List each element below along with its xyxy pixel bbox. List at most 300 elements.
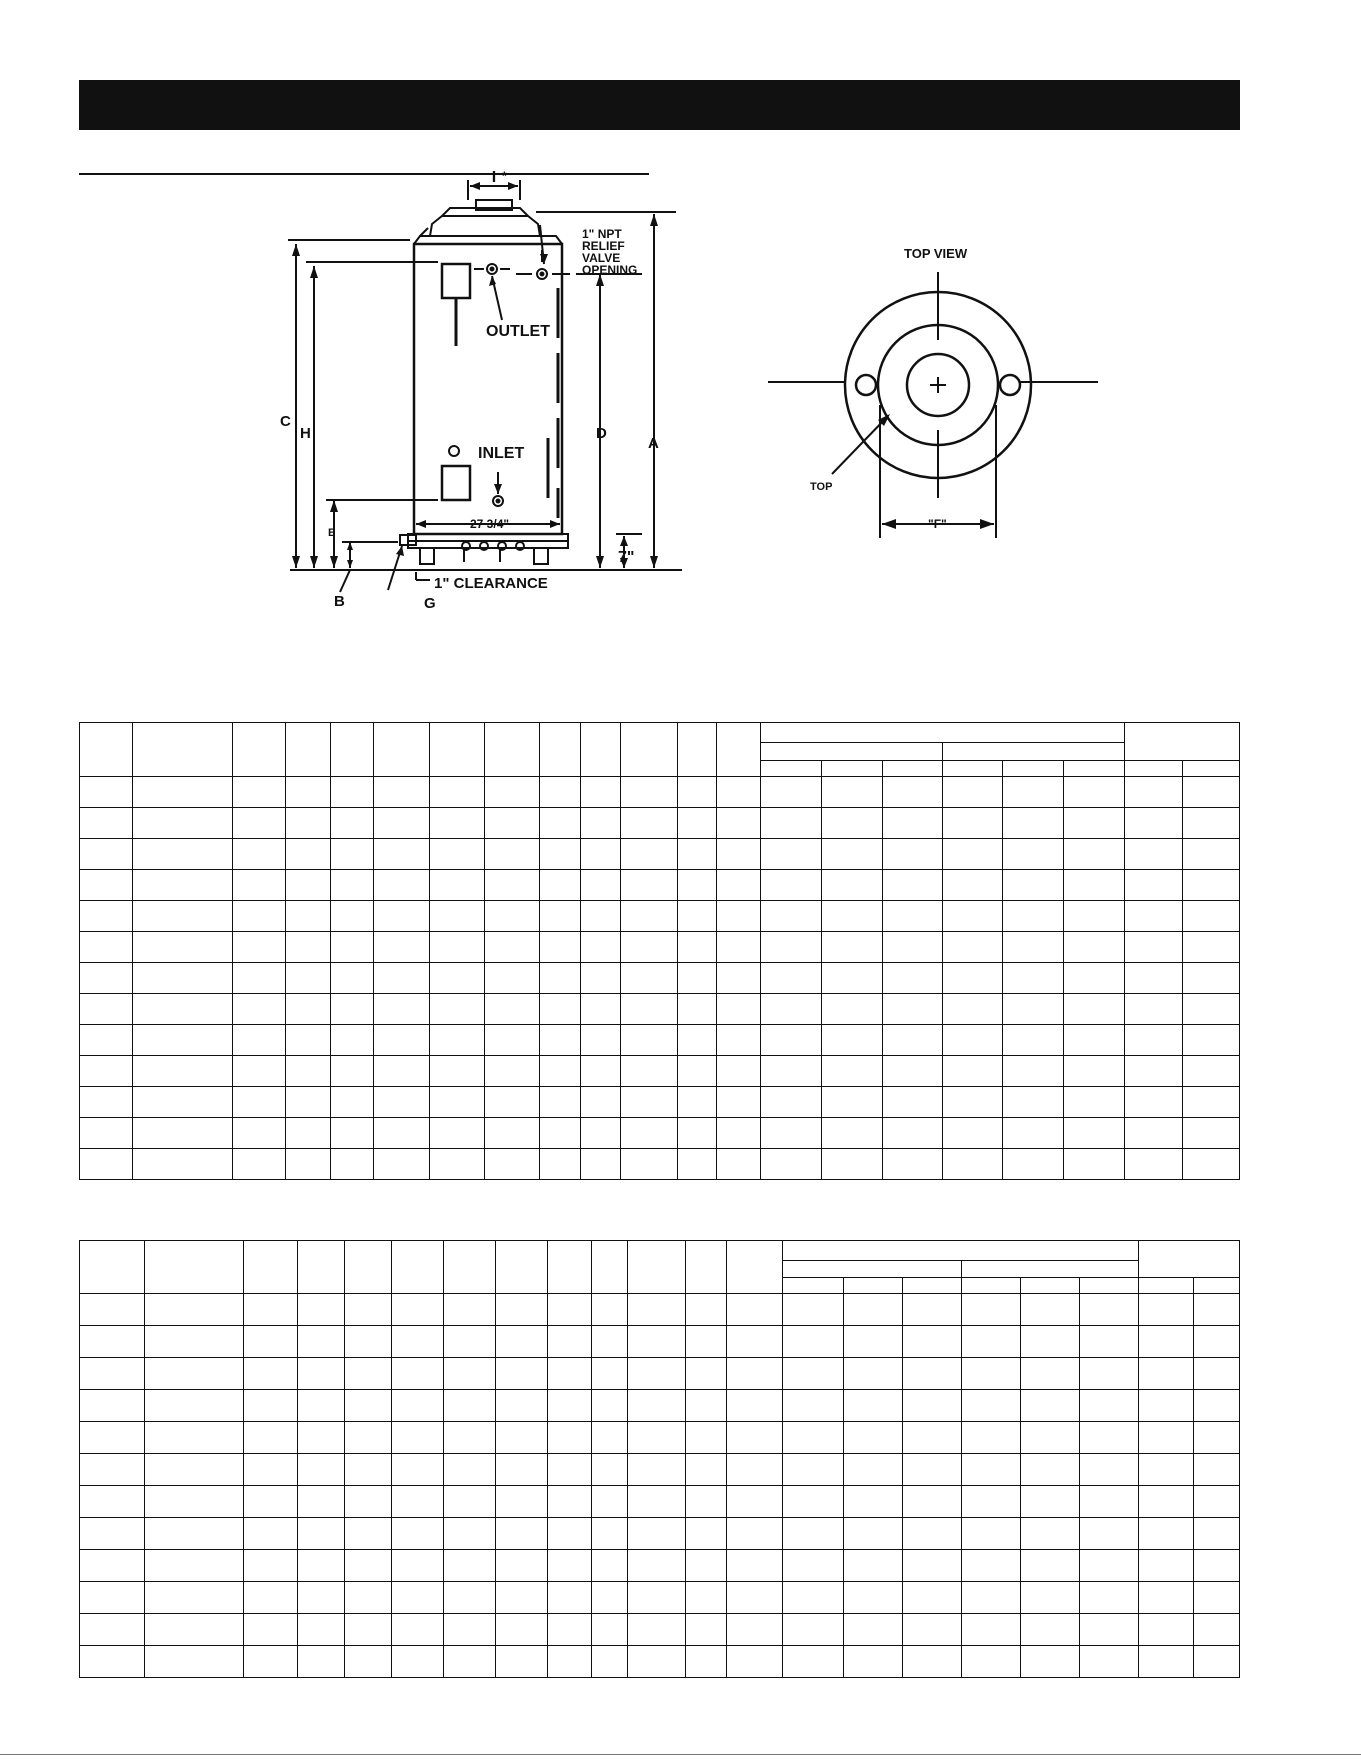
table-cell bbox=[621, 808, 678, 839]
table-cell bbox=[80, 808, 133, 839]
table-body bbox=[80, 1294, 1240, 1678]
table-cell bbox=[621, 1025, 678, 1056]
table-cell bbox=[298, 1582, 345, 1614]
table-cell bbox=[843, 1358, 902, 1390]
table-cell bbox=[286, 1087, 331, 1118]
table-header-row bbox=[80, 1241, 1240, 1261]
table-cell bbox=[678, 870, 717, 901]
relief-valve-label-3: VALVE bbox=[582, 251, 621, 265]
table-cell bbox=[621, 1118, 678, 1149]
table-cell bbox=[392, 1326, 444, 1358]
table-cell bbox=[628, 1550, 686, 1582]
table-cell bbox=[883, 963, 943, 994]
table-cell bbox=[286, 1025, 331, 1056]
table-cell bbox=[233, 932, 286, 963]
table-row bbox=[80, 1422, 1240, 1454]
table-cell bbox=[1079, 1294, 1138, 1326]
table-cell bbox=[717, 1149, 761, 1180]
table-cell bbox=[444, 1390, 496, 1422]
table-cell bbox=[133, 994, 233, 1025]
table-cell bbox=[392, 1486, 444, 1518]
table-cell bbox=[628, 1422, 686, 1454]
table-cell bbox=[540, 1118, 581, 1149]
table-cell bbox=[961, 1326, 1020, 1358]
table-cell bbox=[902, 1550, 961, 1582]
table-cell bbox=[592, 1294, 628, 1326]
table-cell bbox=[1020, 1294, 1079, 1326]
table-cell bbox=[883, 777, 943, 808]
table-cell bbox=[761, 1056, 822, 1087]
table-cell bbox=[727, 1614, 783, 1646]
table-cell bbox=[1079, 1550, 1138, 1582]
table-cell bbox=[1125, 1056, 1183, 1087]
table-cell bbox=[233, 777, 286, 808]
table-cell bbox=[133, 777, 233, 808]
top-view-diagram bbox=[760, 230, 1120, 550]
table-cell bbox=[80, 1294, 145, 1326]
table-cell bbox=[345, 1550, 392, 1582]
table-cell bbox=[902, 1646, 961, 1678]
table-cell bbox=[1064, 839, 1125, 870]
table-cell bbox=[233, 839, 286, 870]
table-cell bbox=[961, 1646, 1020, 1678]
table-cell bbox=[717, 1025, 761, 1056]
table-cell bbox=[496, 1390, 548, 1422]
table-cell bbox=[540, 1056, 581, 1087]
table-cell bbox=[678, 963, 717, 994]
table-cell bbox=[678, 932, 717, 963]
table-cell bbox=[331, 808, 374, 839]
table-cell bbox=[822, 839, 883, 870]
table-cell bbox=[80, 1025, 133, 1056]
table-cell bbox=[80, 1087, 133, 1118]
table-cell bbox=[80, 1118, 133, 1149]
table-cell bbox=[843, 1550, 902, 1582]
table-cell bbox=[628, 1326, 686, 1358]
table-cell bbox=[1020, 1454, 1079, 1486]
table-cell bbox=[133, 1087, 233, 1118]
table-cell bbox=[345, 1646, 392, 1678]
table-cell bbox=[233, 1025, 286, 1056]
table-cell bbox=[592, 1646, 628, 1678]
table-cell bbox=[298, 1326, 345, 1358]
table-row bbox=[80, 777, 1240, 808]
table-cell bbox=[686, 1454, 727, 1486]
table-cell bbox=[548, 1454, 592, 1486]
table-cell bbox=[1183, 963, 1240, 994]
table-cell bbox=[783, 1646, 843, 1678]
table-cell bbox=[822, 1149, 883, 1180]
table-cell bbox=[392, 1582, 444, 1614]
table-cell bbox=[80, 1422, 145, 1454]
table-cell bbox=[581, 870, 621, 901]
table-cell bbox=[961, 1454, 1020, 1486]
table-cell bbox=[548, 1486, 592, 1518]
table-cell bbox=[233, 808, 286, 839]
dim-h-label: H bbox=[300, 425, 311, 442]
table-cell bbox=[592, 1390, 628, 1422]
table-cell bbox=[374, 870, 430, 901]
table-cell bbox=[592, 1614, 628, 1646]
table-cell bbox=[80, 1486, 145, 1518]
table-cell bbox=[1003, 963, 1064, 994]
table-cell bbox=[540, 1025, 581, 1056]
table-cell bbox=[1020, 1326, 1079, 1358]
table-cell bbox=[686, 1646, 727, 1678]
table-cell bbox=[761, 994, 822, 1025]
dim-d-label: D bbox=[596, 425, 607, 442]
table-cell bbox=[1079, 1646, 1138, 1678]
water-heater-dimension-diagram bbox=[270, 169, 690, 618]
table-row bbox=[80, 1454, 1240, 1486]
table-cell bbox=[883, 994, 943, 1025]
table-cell bbox=[943, 870, 1003, 901]
table-cell bbox=[430, 1118, 485, 1149]
table-cell bbox=[592, 1550, 628, 1582]
table-cell bbox=[548, 1358, 592, 1390]
table-cell bbox=[1079, 1486, 1138, 1518]
table-cell bbox=[686, 1326, 727, 1358]
table-cell bbox=[1003, 1056, 1064, 1087]
dim-f-label: "F" bbox=[928, 517, 947, 531]
table-cell bbox=[80, 1646, 145, 1678]
table-cell bbox=[1064, 870, 1125, 901]
table-cell bbox=[628, 1390, 686, 1422]
table-cell bbox=[1183, 1149, 1240, 1180]
table-cell bbox=[374, 994, 430, 1025]
table-cell bbox=[902, 1486, 961, 1518]
table-cell bbox=[1193, 1646, 1239, 1678]
table-cell bbox=[717, 932, 761, 963]
table-cell bbox=[133, 901, 233, 932]
table-cell bbox=[883, 870, 943, 901]
table-cell bbox=[628, 1518, 686, 1550]
table-cell bbox=[80, 963, 133, 994]
table-row bbox=[80, 1056, 1240, 1087]
table-cell bbox=[485, 870, 540, 901]
table-cell bbox=[822, 963, 883, 994]
table-cell bbox=[430, 870, 485, 901]
table-cell bbox=[1064, 1118, 1125, 1149]
table-cell bbox=[727, 1422, 783, 1454]
table-cell bbox=[1183, 777, 1240, 808]
table-cell bbox=[1125, 1025, 1183, 1056]
table-cell bbox=[1183, 1056, 1240, 1087]
table-cell bbox=[678, 1087, 717, 1118]
table-cell bbox=[621, 901, 678, 932]
table-cell bbox=[1138, 1518, 1193, 1550]
table-cell bbox=[592, 1422, 628, 1454]
table-cell bbox=[581, 1149, 621, 1180]
table-cell bbox=[883, 932, 943, 963]
table-cell bbox=[581, 777, 621, 808]
table-cell bbox=[727, 1390, 783, 1422]
table-cell bbox=[822, 901, 883, 932]
table-cell bbox=[286, 839, 331, 870]
table-cell bbox=[496, 1614, 548, 1646]
table-row bbox=[80, 1118, 1240, 1149]
table-cell bbox=[1125, 932, 1183, 963]
table-cell bbox=[345, 1518, 392, 1550]
table-cell bbox=[1064, 994, 1125, 1025]
table-cell bbox=[717, 1056, 761, 1087]
table-cell bbox=[883, 839, 943, 870]
table-cell bbox=[1125, 839, 1183, 870]
table-cell bbox=[581, 1025, 621, 1056]
table-cell bbox=[581, 901, 621, 932]
relief-valve-label-1: 1" NPT bbox=[582, 227, 622, 241]
table-cell bbox=[374, 932, 430, 963]
top-label: TOP bbox=[810, 481, 833, 493]
table-cell bbox=[961, 1486, 1020, 1518]
table-cell bbox=[1003, 839, 1064, 870]
table-cell bbox=[1183, 1087, 1240, 1118]
table-cell bbox=[298, 1550, 345, 1582]
table-cell bbox=[430, 1025, 485, 1056]
table-cell bbox=[783, 1582, 843, 1614]
table-row bbox=[80, 1358, 1240, 1390]
table-cell bbox=[1020, 1550, 1079, 1582]
table-cell bbox=[244, 1422, 298, 1454]
table-cell bbox=[392, 1390, 444, 1422]
table-cell bbox=[961, 1614, 1020, 1646]
table-cell bbox=[298, 1358, 345, 1390]
table-cell bbox=[717, 963, 761, 994]
dim-c-label: C bbox=[280, 413, 291, 430]
table-cell bbox=[1138, 1646, 1193, 1678]
table-cell bbox=[628, 1582, 686, 1614]
table-cell bbox=[592, 1358, 628, 1390]
table-cell bbox=[145, 1486, 244, 1518]
table-cell bbox=[244, 1550, 298, 1582]
table-cell bbox=[783, 1326, 843, 1358]
table-cell bbox=[1183, 839, 1240, 870]
table-cell bbox=[1064, 1056, 1125, 1087]
table-cell bbox=[1003, 808, 1064, 839]
table-cell bbox=[80, 1149, 133, 1180]
table-cell bbox=[145, 1454, 244, 1486]
table-cell bbox=[727, 1582, 783, 1614]
table-cell bbox=[374, 1149, 430, 1180]
table-cell bbox=[1138, 1422, 1193, 1454]
dim-a-label: A bbox=[648, 435, 659, 452]
table-cell bbox=[686, 1486, 727, 1518]
table-cell bbox=[286, 870, 331, 901]
table-cell bbox=[331, 1118, 374, 1149]
table-cell bbox=[727, 1454, 783, 1486]
table-cell bbox=[430, 932, 485, 963]
table-cell bbox=[1193, 1454, 1239, 1486]
table-cell bbox=[1020, 1582, 1079, 1614]
table-cell bbox=[145, 1582, 244, 1614]
table-cell bbox=[1138, 1454, 1193, 1486]
table-row bbox=[80, 1486, 1240, 1518]
dim-g-label: G bbox=[424, 595, 436, 612]
table-cell bbox=[244, 1358, 298, 1390]
table-cell bbox=[1183, 870, 1240, 901]
table-cell bbox=[1079, 1390, 1138, 1422]
table-cell bbox=[485, 777, 540, 808]
table-cell bbox=[374, 1087, 430, 1118]
table-cell bbox=[822, 1087, 883, 1118]
table-cell bbox=[145, 1518, 244, 1550]
table-cell bbox=[1138, 1486, 1193, 1518]
table-cell bbox=[331, 1025, 374, 1056]
table-cell bbox=[1183, 932, 1240, 963]
dim-e-label: E bbox=[328, 527, 336, 539]
top-view-title: TOP VIEW bbox=[904, 246, 968, 261]
vent-dim-star: * bbox=[502, 169, 507, 183]
table-cell bbox=[345, 1422, 392, 1454]
table-cell bbox=[1125, 1118, 1183, 1149]
table-cell bbox=[444, 1518, 496, 1550]
table-cell bbox=[592, 1486, 628, 1518]
table-cell bbox=[430, 1056, 485, 1087]
table-cell bbox=[1193, 1550, 1239, 1582]
table-cell bbox=[1064, 1149, 1125, 1180]
table-cell bbox=[496, 1294, 548, 1326]
table-cell bbox=[621, 1087, 678, 1118]
table-cell bbox=[961, 1422, 1020, 1454]
table-cell bbox=[581, 994, 621, 1025]
table-cell bbox=[822, 870, 883, 901]
table-cell bbox=[1138, 1550, 1193, 1582]
table-cell bbox=[286, 1118, 331, 1149]
table-cell bbox=[345, 1390, 392, 1422]
table-cell bbox=[783, 1518, 843, 1550]
table-cell bbox=[233, 870, 286, 901]
table-row bbox=[80, 1518, 1240, 1550]
top-view-svg bbox=[760, 230, 1120, 550]
specification-table-2 bbox=[79, 1240, 1240, 1678]
table-cell bbox=[1183, 901, 1240, 932]
table-body bbox=[80, 777, 1240, 1180]
table-cell bbox=[286, 932, 331, 963]
table-cell bbox=[244, 1486, 298, 1518]
table-cell bbox=[686, 1390, 727, 1422]
table-cell bbox=[80, 1326, 145, 1358]
table-cell bbox=[727, 1646, 783, 1678]
table-row bbox=[80, 1390, 1240, 1422]
table-cell bbox=[761, 963, 822, 994]
table-cell bbox=[883, 1087, 943, 1118]
table-cell bbox=[621, 777, 678, 808]
table-cell bbox=[133, 963, 233, 994]
table-cell bbox=[783, 1486, 843, 1518]
table-cell bbox=[233, 963, 286, 994]
table-cell bbox=[392, 1518, 444, 1550]
table-row bbox=[80, 1087, 1240, 1118]
table-cell bbox=[374, 839, 430, 870]
table-cell bbox=[628, 1294, 686, 1326]
relief-valve-label-4: OPENING bbox=[582, 263, 638, 277]
table-cell bbox=[485, 1149, 540, 1180]
table-cell bbox=[80, 839, 133, 870]
table-cell bbox=[80, 1390, 145, 1422]
table-cell bbox=[783, 1422, 843, 1454]
table-cell bbox=[392, 1550, 444, 1582]
table-cell bbox=[485, 1087, 540, 1118]
table-cell bbox=[1079, 1614, 1138, 1646]
table-cell bbox=[628, 1646, 686, 1678]
table-cell bbox=[628, 1358, 686, 1390]
table-cell bbox=[902, 1454, 961, 1486]
table-cell bbox=[1193, 1358, 1239, 1390]
table-cell bbox=[621, 1149, 678, 1180]
table-cell bbox=[1193, 1614, 1239, 1646]
table-cell bbox=[133, 1056, 233, 1087]
page-footer-rule bbox=[0, 1754, 1361, 1755]
table-cell bbox=[145, 1326, 244, 1358]
table-cell bbox=[548, 1646, 592, 1678]
table-cell bbox=[621, 1056, 678, 1087]
table-cell bbox=[392, 1614, 444, 1646]
table-cell bbox=[444, 1486, 496, 1518]
table-cell bbox=[902, 1390, 961, 1422]
table-cell bbox=[717, 839, 761, 870]
table-cell bbox=[548, 1390, 592, 1422]
table-cell bbox=[1193, 1390, 1239, 1422]
table-cell bbox=[298, 1518, 345, 1550]
table-cell bbox=[961, 1518, 1020, 1550]
table-cell bbox=[496, 1518, 548, 1550]
table-cell bbox=[883, 1149, 943, 1180]
table-cell bbox=[444, 1422, 496, 1454]
table-row bbox=[80, 1550, 1240, 1582]
table-cell bbox=[80, 777, 133, 808]
table-cell bbox=[783, 1550, 843, 1582]
table-cell bbox=[783, 1358, 843, 1390]
table-cell bbox=[145, 1614, 244, 1646]
table-cell bbox=[902, 1326, 961, 1358]
table-cell bbox=[1003, 870, 1064, 901]
table-cell bbox=[374, 1056, 430, 1087]
table-cell bbox=[1193, 1582, 1239, 1614]
table-cell bbox=[444, 1614, 496, 1646]
table-cell bbox=[80, 1582, 145, 1614]
table-cell bbox=[392, 1422, 444, 1454]
clearance-label: 1" CLEARANCE bbox=[434, 575, 548, 592]
table-cell bbox=[430, 901, 485, 932]
table-cell bbox=[761, 839, 822, 870]
vent-dim-i-label: I bbox=[491, 169, 497, 186]
table-row bbox=[80, 1582, 1240, 1614]
table-cell bbox=[540, 777, 581, 808]
table-cell bbox=[761, 932, 822, 963]
table-cell bbox=[1020, 1486, 1079, 1518]
table-cell bbox=[1125, 870, 1183, 901]
table-row bbox=[80, 1149, 1240, 1180]
table-cell bbox=[345, 1614, 392, 1646]
table-cell bbox=[485, 1056, 540, 1087]
table-cell bbox=[233, 901, 286, 932]
table-row bbox=[80, 994, 1240, 1025]
table-cell bbox=[80, 901, 133, 932]
table-cell bbox=[331, 870, 374, 901]
table-cell bbox=[678, 777, 717, 808]
table-cell bbox=[783, 1614, 843, 1646]
table-cell bbox=[1064, 963, 1125, 994]
table-cell bbox=[1003, 1087, 1064, 1118]
table-cell bbox=[233, 1118, 286, 1149]
table-cell bbox=[1138, 1582, 1193, 1614]
table-cell bbox=[678, 1149, 717, 1180]
table-cell bbox=[133, 1025, 233, 1056]
table-cell bbox=[444, 1646, 496, 1678]
table-cell bbox=[686, 1422, 727, 1454]
table-cell bbox=[485, 808, 540, 839]
table-cell bbox=[548, 1294, 592, 1326]
